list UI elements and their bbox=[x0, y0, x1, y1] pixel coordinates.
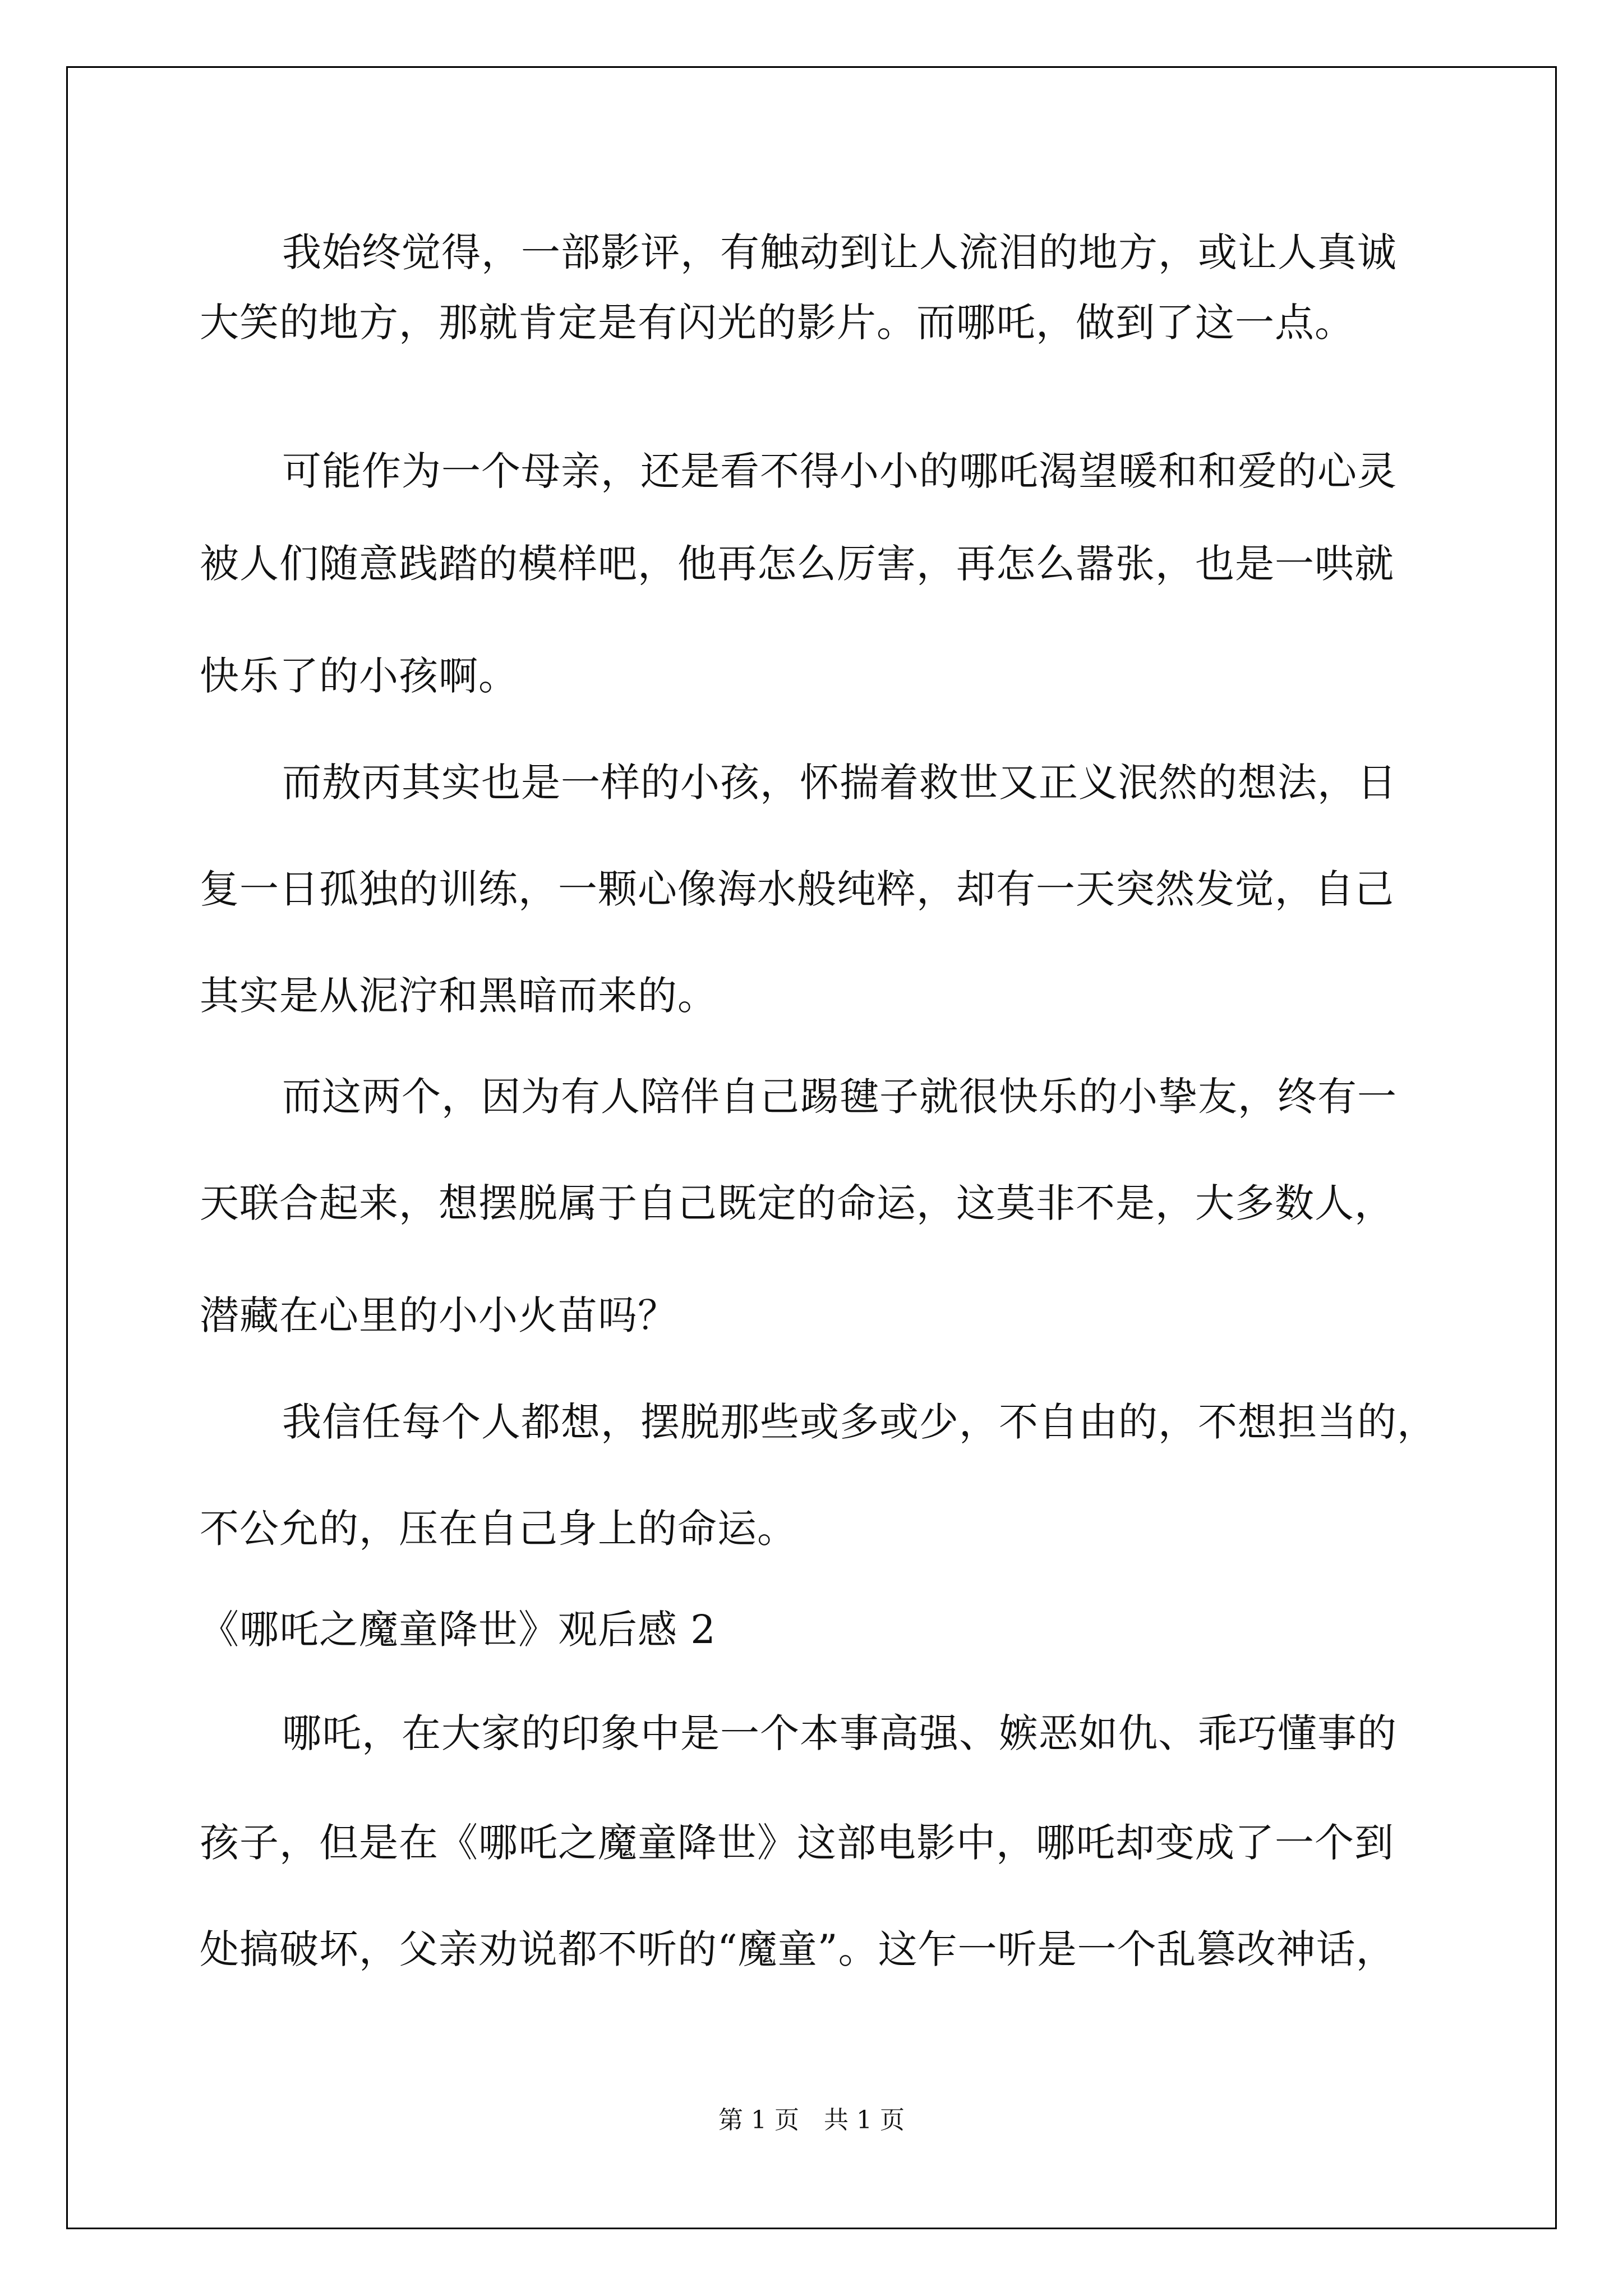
text-line-5: 快乐了的小孩啊。 bbox=[200, 653, 518, 699]
text-line-8: 其实是从泥泞和黑暗而来的。 bbox=[200, 973, 717, 1019]
text-line-11: 潜藏在心里的小小火苗吗？ bbox=[200, 1292, 677, 1338]
text-line-13: 不公允的，压在自己身上的命运。 bbox=[200, 1506, 797, 1552]
text-line-7: 复一日孤独的训练，一颗心像海水般纯粹，却有一天突然发觉，自己 bbox=[200, 866, 1394, 912]
text-line-2: 大笑的地方，那就肯定是有闪光的影片。而哪吒，做到了这一点。 bbox=[200, 300, 1354, 346]
page-footer: 第 1 页 共 1 页 bbox=[718, 2106, 905, 2134]
page-border bbox=[66, 66, 1557, 2229]
text-line-15: 哪吒，在大家的印象中是一个本事高强、嫉恶如仇、乖巧懂事的 bbox=[282, 1710, 1397, 1756]
text-line-6: 而敖丙其实也是一样的小孩，怀揣着救世又正义泯然的想法，日 bbox=[282, 760, 1397, 806]
text-line-16: 孩子，但是在《哪吒之魔童降世》这部电影中，哪吒却变成了一个到 bbox=[200, 1820, 1394, 1866]
text-line-12: 我信任每个人都想，摆脱那些或多或少，不自由的，不想担当的， bbox=[282, 1399, 1437, 1445]
text-line-10: 天联合起来，想摆脱属于自己既定的命运，这莫非不是，大多数人， bbox=[200, 1180, 1394, 1226]
text-line-4: 被人们随意践踏的模样吧，他再怎么厉害，再怎么嚣张，也是一哄就 bbox=[200, 541, 1394, 587]
text-line-3: 可能作为一个母亲，还是看不得小小的哪吒渴望暖和和爱的心灵 bbox=[282, 448, 1397, 494]
text-line-1: 我始终觉得，一部影评，有触动到让人流泪的地方，或让人真诚 bbox=[282, 229, 1397, 275]
text-line-17: 处搞破坏，父亲劝说都不听的“魔童”。这乍一听是一个乱篡改神话， bbox=[200, 1926, 1396, 1972]
text-line-9: 而这两个，因为有人陪伴自己踢毽子就很快乐的小挚友，终有一 bbox=[282, 1074, 1397, 1120]
section-heading: 《哪吒之魔童降世》观后感 2 bbox=[200, 1607, 716, 1653]
